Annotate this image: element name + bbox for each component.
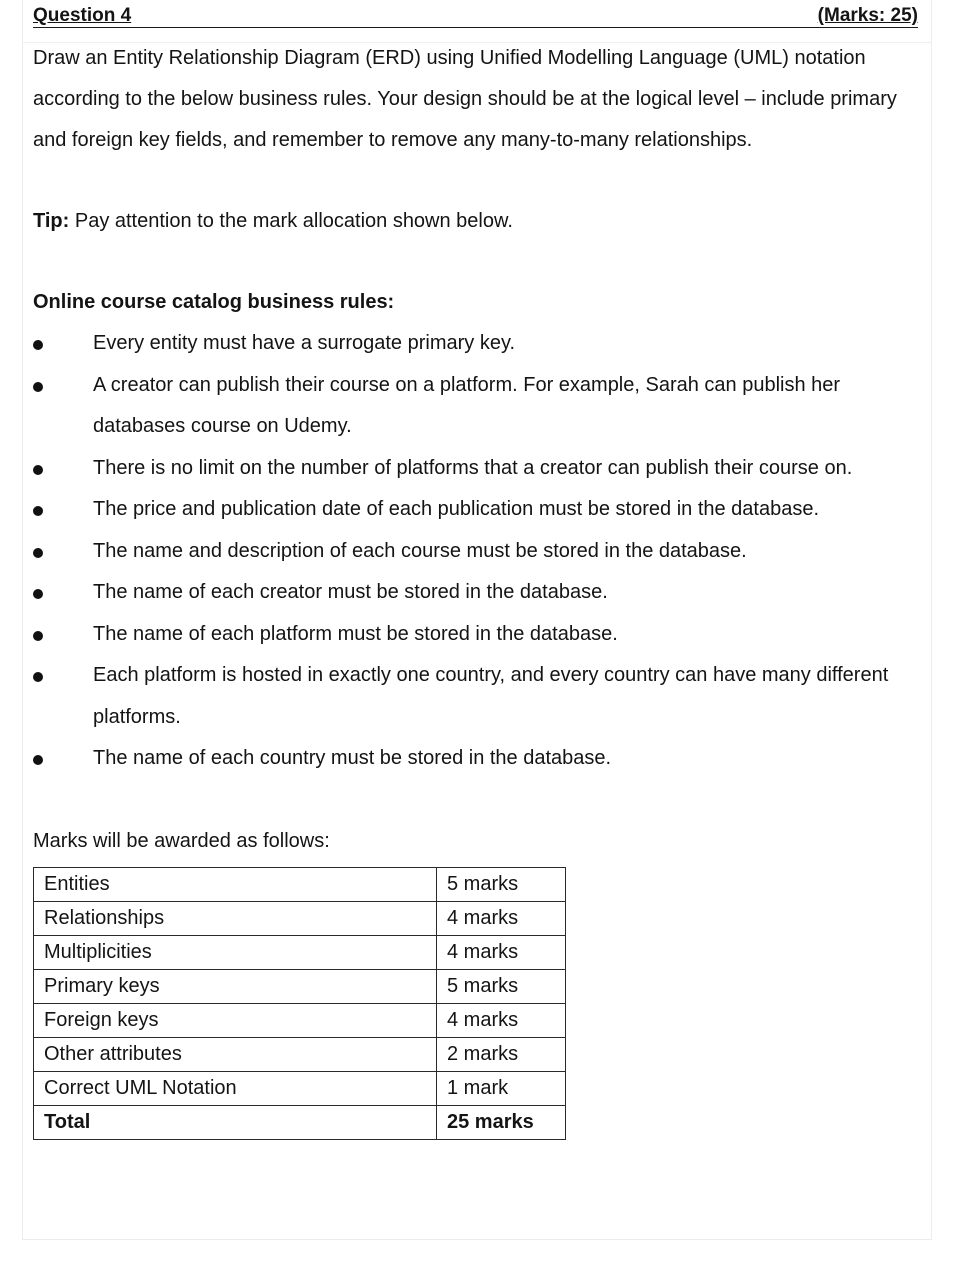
criterion-cell: Multiplicities [34,936,437,970]
business-rules-list [0,323,974,780]
bullet-icon [33,548,43,558]
rule-text: The name of each creator must be stored in the database. [93,581,608,603]
rule-text: A creator can publish their course on a platform. For example, Sarah can publish her databases course on Udemy. [93,373,841,437]
rule-text: The price and publication date of each publication must be stored in the database. [93,498,820,520]
rule-item [0,572,974,614]
rule-text: The name of each platform must be stored in the database. [93,622,618,645]
bullet-icon [33,755,43,765]
total-label-cell: Total [34,1106,437,1140]
marks-intro: Marks will be awarded as follows: [33,830,330,852]
instructions-paragraph: Draw an Entity Relationship Diagram (ERD) using Unified Modelling Language (UML) notation according to the below business rules. Your design should be at the logical level – include primary and foreign key fields, and remember to remove any many-to-many relationships. [33,47,897,151]
tip-paragraph [33,201,923,242]
question-marks: (Marks: 25) [817,5,918,26]
rule-text: The name of each country must be stored in the database. [93,747,612,769]
question-header [33,4,918,28]
marks-cell: 4 marks [437,936,566,970]
rule-item [0,323,974,365]
table-row [34,902,566,936]
rule-item [0,448,974,490]
rule-item [0,365,974,448]
marks-cell: 4 marks [437,1004,566,1038]
table-row [34,936,566,970]
criterion-cell: Entities [34,868,437,902]
table-row [34,970,566,1004]
rule-item [0,531,974,573]
rules-heading: Online course catalog business rules: [33,291,395,313]
marks-table [33,867,566,1140]
criterion-cell: Relationships [34,902,437,936]
criterion-cell: Primary keys [34,970,437,1004]
rule-item [0,614,974,656]
bullet-icon [33,465,43,475]
table-row [34,1072,566,1106]
rule-item [0,489,974,531]
criterion-cell: Foreign keys [34,1004,437,1038]
table-row [34,1004,566,1038]
table-row [34,868,566,902]
criterion-cell: Other attributes [34,1038,437,1072]
rule-text: Each platform is hosted in exactly one country, and every country can have many different platforms. [93,664,889,728]
bullet-icon [33,340,43,350]
rule-text: There is no limit on the number of platforms that a creator can publish their course on. [93,456,853,479]
rule-text: Every entity must have a surrogate primary key. [93,332,516,354]
rule-text: The name and description of each course must be stored in the database. [93,539,747,562]
question-title: Question 4 [33,5,132,26]
tip-label: Tip: [33,210,70,232]
bullet-icon [33,382,43,392]
rule-item [0,655,974,738]
rule-item [0,738,974,780]
criterion-cell: Correct UML Notation [34,1072,437,1106]
bullet-icon [33,631,43,641]
marks-cell: 1 mark [437,1072,566,1106]
marks-cell: 4 marks [437,902,566,936]
marks-cell: 5 marks [437,970,566,1004]
marks-cell: 2 marks [437,1038,566,1072]
bullet-icon [33,672,43,682]
table-row [34,1038,566,1072]
tip-text: Pay attention to the mark allocation shown below. [69,210,513,232]
bullet-icon [33,589,43,599]
total-row [34,1106,566,1140]
total-marks-cell: 25 marks [437,1106,566,1140]
bullet-icon [33,506,43,516]
marks-cell: 5 marks [437,868,566,902]
